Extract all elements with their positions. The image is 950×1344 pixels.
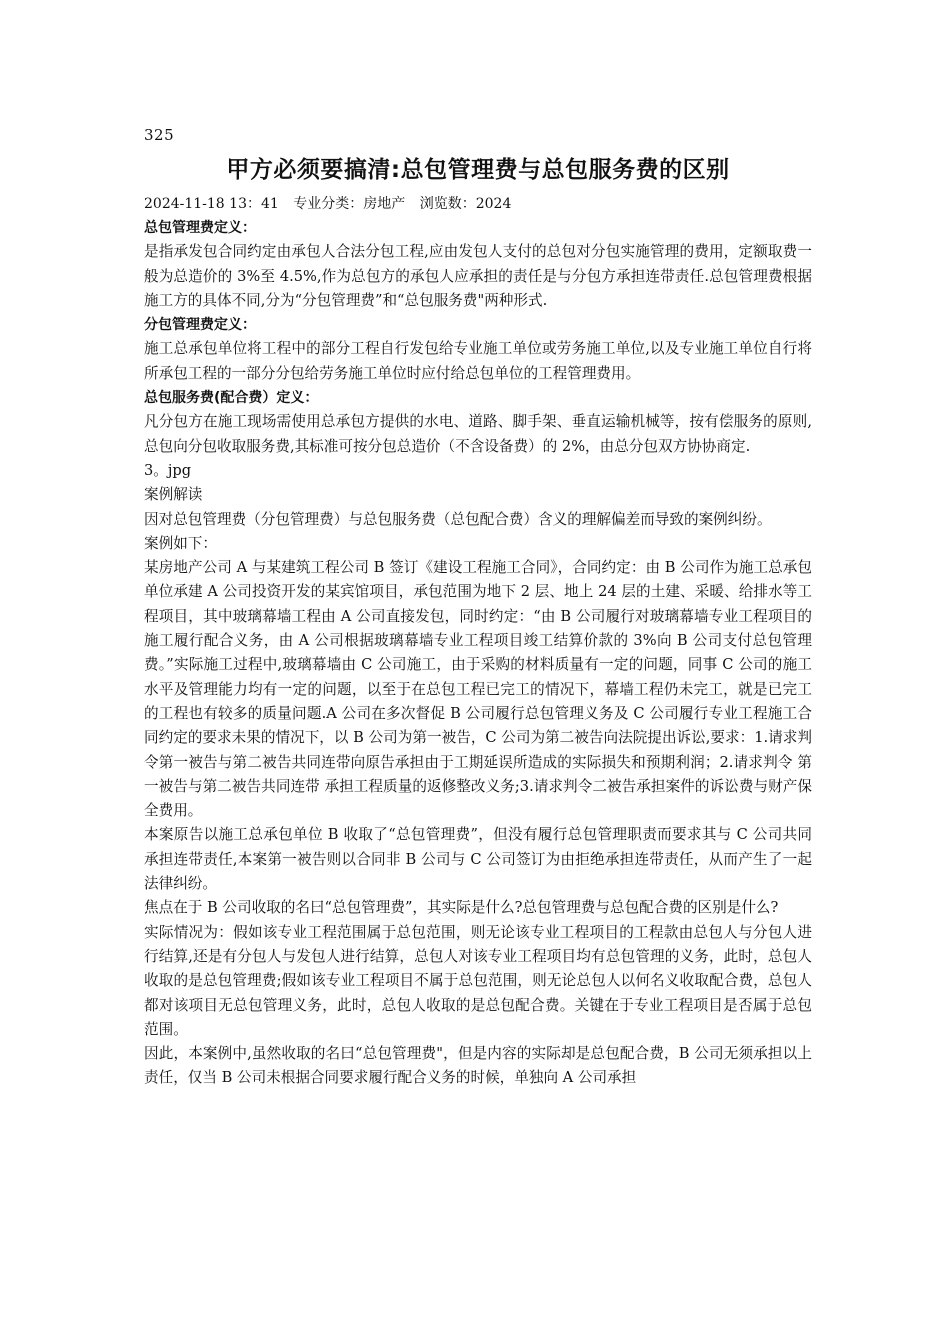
section-heading-service-fee: 总包服务费(配合费）定义： [144, 390, 319, 407]
view-count: 浏览数：2024 [419, 196, 512, 212]
paragraph-service-fee: 凡分包方在施工现场需使用总承包方提供的水电、道路、脚手架、垂直运输机械等，按有偿服务的原则,总包向分包收取服务费,其标准可按分包总造价（不含设备费）的 2%，由总分包双方协协商定. [144, 413, 812, 455]
document-page [144, 124, 812, 1091]
paragraph-total-management-fee: 是指承发包合同约定由承包人合法分包工程,应由发包人支付的总包对分包实施管理的费用，定额取费一般为总造价的 3%至 4.5%,作为总包方的承包人应承担的责任是与分包方承担连带责任.总包管理费根据施工方的具体不同,分为“分包管理费”和“总包服务费"两种形式. [144, 243, 812, 309]
paragraph-subcontract-management-fee: 施工总承包单位将工程中的部分工程自行发包给专业施工单位或劳务施工单位,以及专业施工单位自行将所承包工程的一部分分包给劳务施工单位时应付给总包单位的工程管理费用。 [144, 340, 812, 382]
section-heading-subcontract-management-fee: 分包管理费定义： [144, 317, 256, 334]
category-label: 专业分类：房地产 [293, 196, 406, 212]
paragraph-conclusion: 因此，本案例中,虽然收取的名曰“总包管理费"，但是内容的实际却是总包配合费，B 公司无须承担以上责任，仅当 B 公司未根据合同要求履行配合义务的时候，单独向 A 公司承担 [144, 1045, 812, 1087]
page-number: 325 [144, 126, 175, 144]
publish-datetime: 2024-11-18 13：41 [144, 196, 279, 212]
article-title: 甲方必须要搞清:总包管理费与总包服务费的区别 [226, 157, 730, 183]
paragraph-case-summary: 因对总包管理费（分包管理费）与总包服务费（总包配合费）含义的理解偏差而导致的案例纠纷。 [144, 510, 772, 528]
paragraph-plaintiff-claim: 本案原告以施工总承包单位 B 收取了“总包管理费”，但没有履行总包管理职责而要求其与 C 公司共同承担连带责任,本案第一被告则以合同非 B 公司与 C 公司签订为由拒绝承担连带责任，从而产生了一起法律纠纷。 [144, 826, 812, 893]
image-placeholder-text: 3。jpg [144, 461, 192, 479]
section-heading-total-management-fee: 总包管理费定义： [144, 220, 256, 236]
article-meta [144, 192, 812, 216]
paragraph-analysis: 实际情况为：假如该专业工程范围属于总包范围，则无论该专业工程项目的工程款由总包人与分包人进行结算,还是有分包人与发包人进行结算，总包人对该专业工程项目均有总包管理的义务，此时，总包人收取的是总包管理费;假如该专业工程项目不属于总包范围，则无论总包人以何名义收取配合费，总包人都对该项目无总包管理义务，此时，总包人收取的是总包配合费。关键在于专业工程项目是否属于总包范围。 [144, 923, 812, 1038]
paragraph-case-lead: 案例如下： [144, 534, 217, 552]
paragraph-case-intro: 案例解读 [144, 486, 203, 504]
paragraph-focus-question: 焦点在于 B 公司收取的名曰“总包管理费”，其实际是什么?总包管理费与总包配合费的区别是什么? [144, 899, 779, 917]
paragraph-case-details: 某房地产公司 A 与某建筑工程公司 B 签订《建设工程施工合同》，合同约定：由 B 公司作为施工总承包单位承建 A 公司投资开发的某宾馆项目，承包范围为地下 2 层、地上 24 层的土建、采暖、给排水等工程项目，其中玻璃幕墙工程由 A 公司直接发包，同时约定：“由 B 公司履行对玻璃幕墙专业工程项目的施工履行配合义务，由 A 公司根据玻璃幕墙专业工程项目竣工结算价款的 3%向 B 公司支付总包管理费。”实际施工过程中,玻璃幕墙由 C 公司施工，由于采购的材料质量有一定的问题，同事 C 公司的施工水平及管理能力均有一定的问题，以至于在总包工程已完工的情况下，幕墙工程仍未完工，就是已完工的工程也有较多的质量问题.A 公司在多次督促 B 公司履行总包管理义务及 C 公司履行专业工程施工合同约定的要求未果的情况下，以 B 公司为第一被告，C 公司为第二被告向法院提出诉讼,要求：1.请求判令第一被告与第二被告共同连带向原告承担由于工期延误所造成的实际损失和预期利润；2.请求判令 第一被告与第二被告共同连带 承担工程质量的返修整改义务;3.请求判令二被告承担案件的诉讼费与财产保全费用。 [144, 559, 812, 820]
